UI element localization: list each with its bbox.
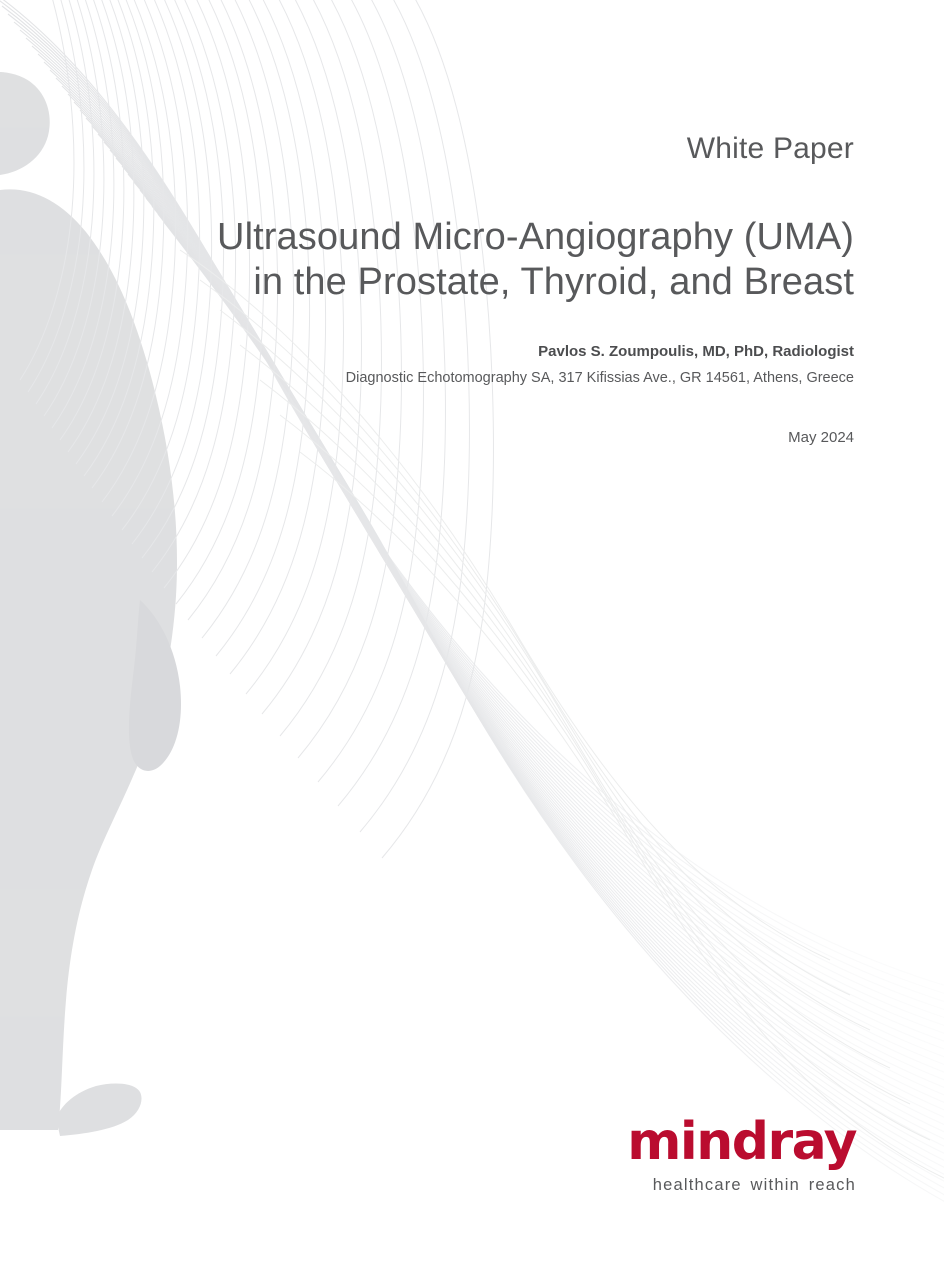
- publication-date: May 2024: [788, 429, 854, 446]
- author-name: Pavlos S. Zoumpoulis, MD, PhD, Radiologist: [538, 343, 854, 360]
- logo-tagline: healthcare within reach: [652, 1176, 856, 1194]
- author-affiliation: Diagnostic Echotomography SA, 317 Kifissias Ave., GR 14561, Athens, Greece: [345, 370, 854, 386]
- page-title: [64, 215, 854, 305]
- mindray-logo: [627, 1112, 856, 1195]
- logo-wordmark: mindray: [627, 1112, 856, 1172]
- document-kicker: White Paper: [686, 132, 854, 165]
- title-line-2: in the Prostate, Thyroid, and Breast: [253, 261, 854, 304]
- title-line-1: Ultrasound Micro-Angiography (UMA): [217, 216, 854, 259]
